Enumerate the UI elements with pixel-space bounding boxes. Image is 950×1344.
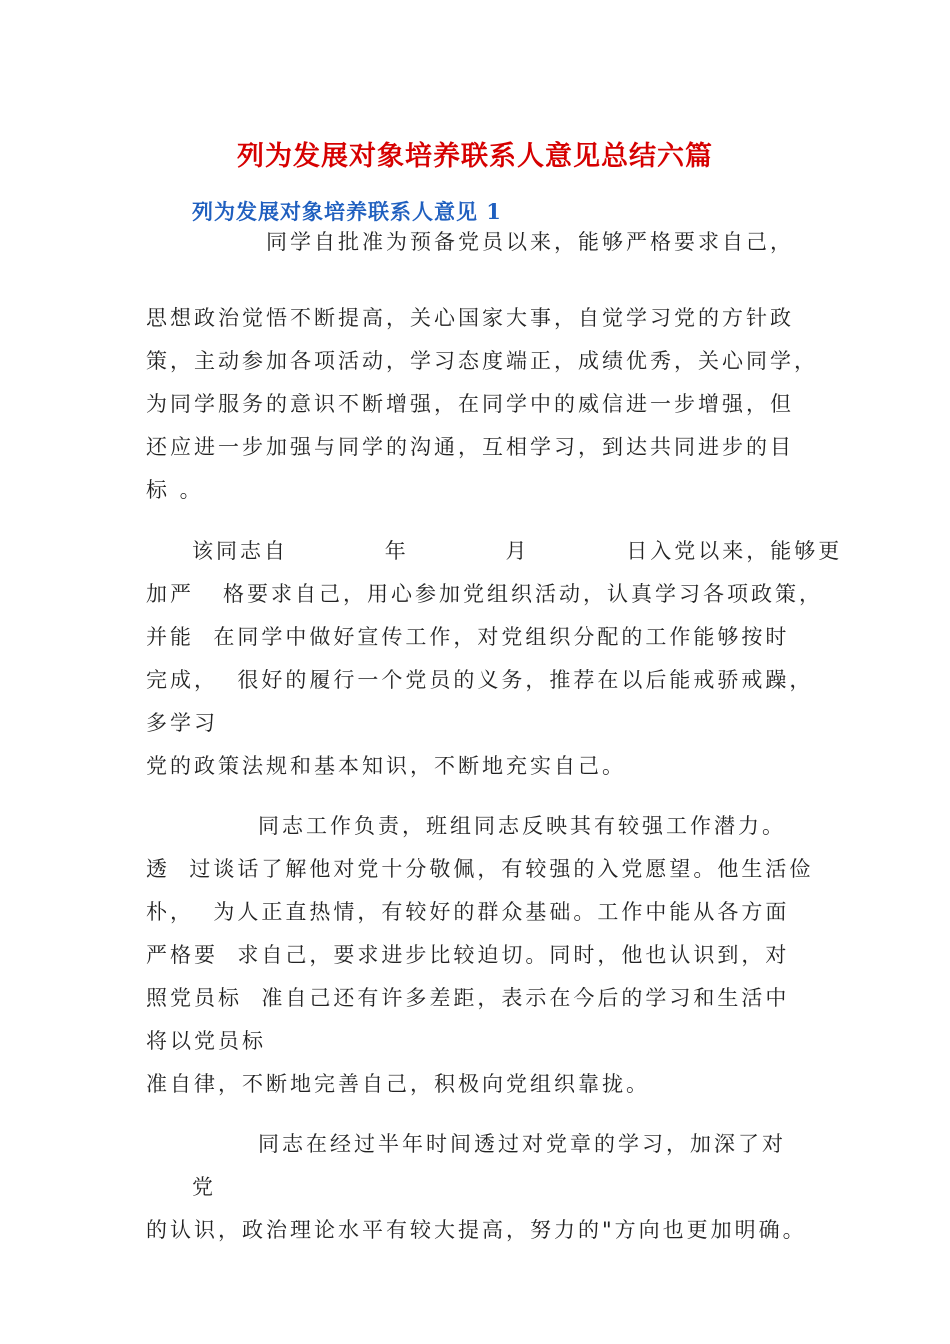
- paragraph-line: 标 。: [146, 478, 204, 502]
- paragraph-line: 党: [192, 1175, 216, 1199]
- paragraph-line: 严格要 求自己，要求进步比较迫切。同时，他也认识到，对: [146, 943, 790, 967]
- paragraph-line: 还应进一步加强与同学的沟通，互相学习，到达共同进步的目: [146, 435, 794, 459]
- paragraph-line: 党的政策法规和基本知识，不断地充实自己。: [146, 754, 626, 778]
- paragraph-line: 同学自批准为预备党员以来，能够严格要求自己，: [266, 230, 794, 254]
- paragraph-line: 的认识，政治理论水平有较大提高，努力的"方向也更加明确。: [146, 1218, 807, 1242]
- paragraph-line: 同志在经过半年时间透过对党章的学习，加深了对: [258, 1132, 786, 1156]
- document-title: 列为发展对象培养联系人意见总结六篇: [237, 141, 713, 172]
- paragraph-line: 同志工作负责，班组同志反映其有较强工作潜力。: [258, 814, 786, 838]
- paragraph-line: 多学习: [146, 711, 218, 735]
- paragraph-line: 策，主动参加各项活动，学习态度端正，成绩优秀，关心同学，: [146, 349, 818, 373]
- paragraph-line: 完成， 很好的履行一个党员的义务，推荐在以后能戒骄戒躁，: [146, 668, 814, 692]
- paragraph-line: 透 过谈话了解他对党十分敬佩，有较强的入党愿望。他生活俭: [146, 857, 814, 881]
- paragraph-line: 为同学服务的意识不断增强，在同学中的威信进一步增强，但: [146, 392, 794, 416]
- paragraph-line: 将以党员标: [146, 1029, 266, 1053]
- paragraph-line: 思想政治觉悟不断提高，关心国家大事，自觉学习党的方针政: [146, 306, 794, 330]
- section-heading: 列为发展对象培养联系人意见 1: [192, 199, 502, 224]
- paragraph-line: 加严 格要求自己，用心参加党组织活动，认真学习各项政策，: [146, 582, 824, 606]
- paragraph-line: 并能 在同学中做好宣传工作，对党组织分配的工作能够按时: [146, 625, 790, 649]
- paragraph-line: 照党员标 准自己还有许多差距，表示在今后的学习和生活中: [146, 986, 790, 1010]
- paragraph-line: 朴， 为人正直热情，有较好的群众基础。工作中能从各方面: [146, 900, 790, 924]
- paragraph-line: 准自律，不断地完善自己，积极向党组织靠拢。: [146, 1072, 650, 1096]
- paragraph-line: 该同志自 年 月 日入党以来，能够更: [192, 539, 843, 563]
